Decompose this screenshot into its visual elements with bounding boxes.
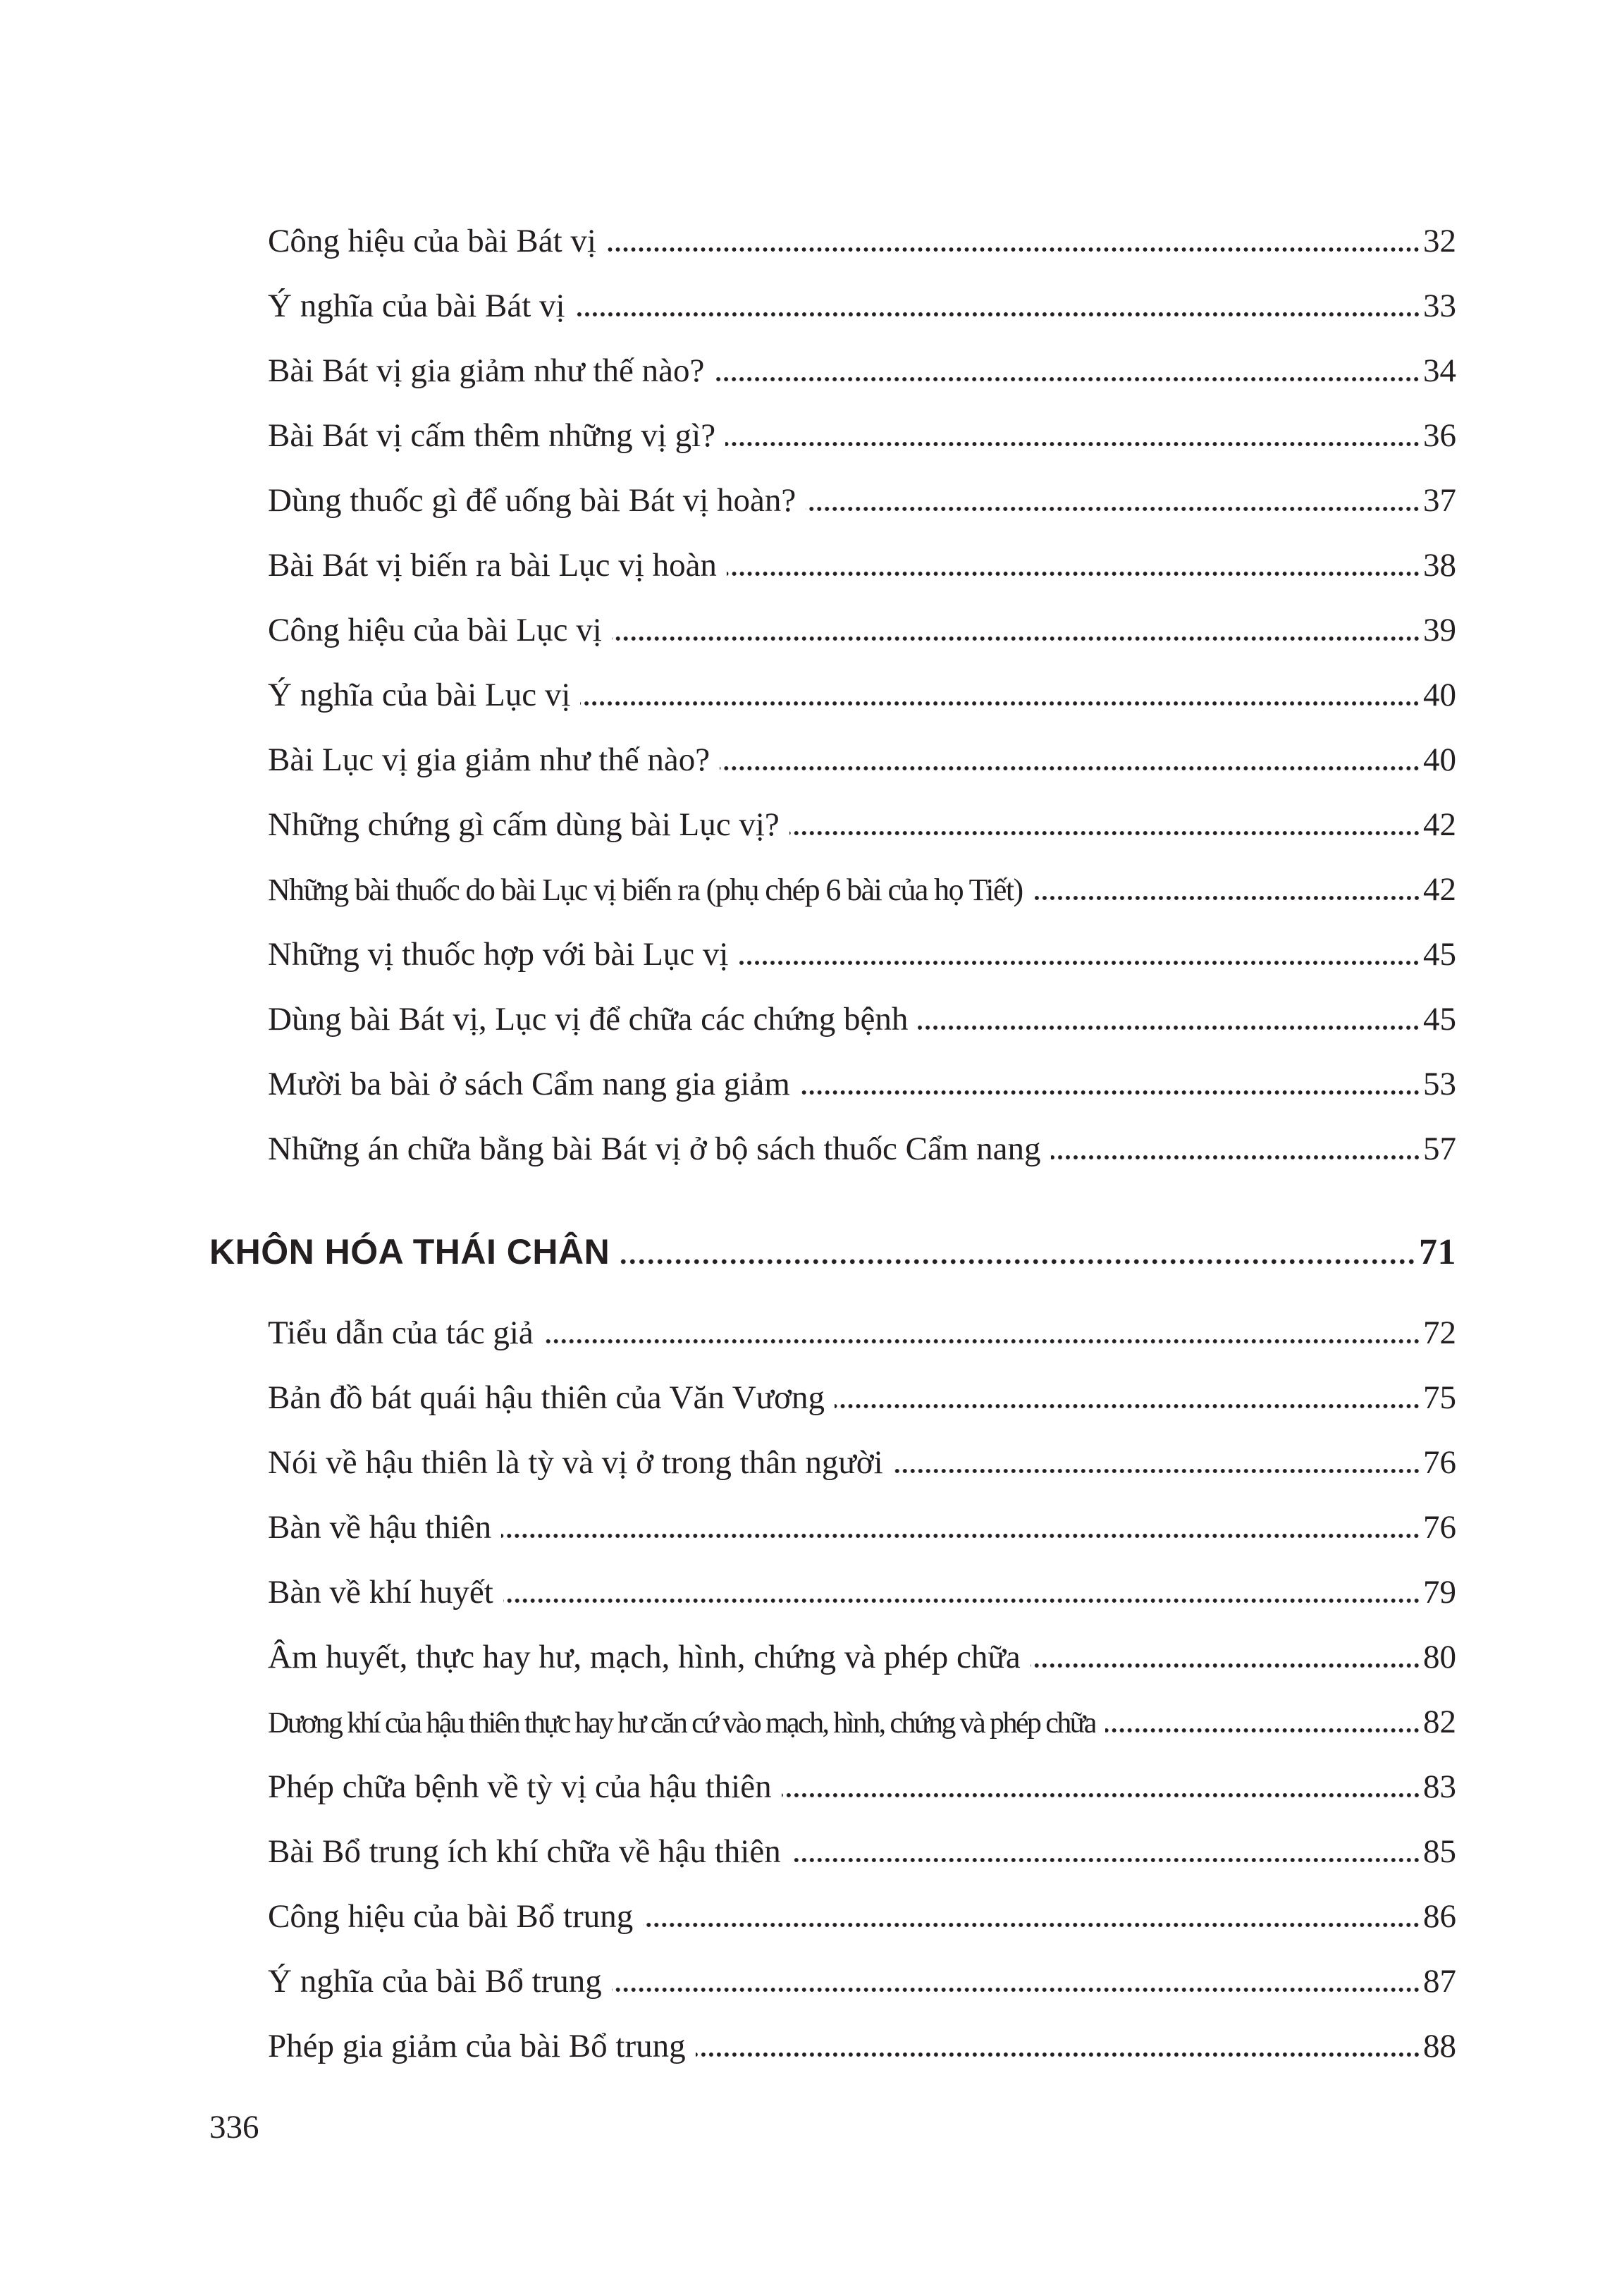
- toc-entry-title: Dùng bài Bát vị, Lục vị để chữa các chứng bệnh: [268, 1001, 909, 1038]
- dot-leader: [789, 830, 1420, 837]
- toc-entry[interactable]: [268, 1819, 1456, 1884]
- toc-entry[interactable]: [268, 857, 1456, 922]
- toc-entry-page: 72: [1423, 1315, 1456, 1351]
- dot-leader: [893, 1467, 1420, 1475]
- toc-entry-title: Mười ba bài ở sách Cẩm nang gia giảm: [268, 1066, 790, 1102]
- dot-leader: [725, 441, 1420, 448]
- toc-entry[interactable]: [268, 1300, 1456, 1365]
- toc-entry-page: 39: [1423, 612, 1456, 648]
- dot-leader: [1105, 1727, 1420, 1734]
- dot-leader: [501, 1532, 1420, 1539]
- dot-leader: [1033, 894, 1420, 901]
- dot-leader: [782, 1792, 1420, 1799]
- toc-entry-page: 76: [1423, 1509, 1456, 1546]
- toc-entry[interactable]: [268, 727, 1456, 792]
- toc-entry-title: Công hiệu của bài Bát vị: [268, 223, 596, 259]
- dot-leader: [612, 635, 1420, 642]
- toc-entry-page: 88: [1423, 2028, 1456, 2064]
- toc-entry-title: Ý nghĩa của bài Bổ trung: [268, 1963, 602, 2000]
- toc-entry[interactable]: [268, 1052, 1456, 1116]
- dot-leader: [606, 246, 1420, 253]
- toc-entry[interactable]: [268, 2014, 1456, 2079]
- toc-entry-page: 57: [1423, 1131, 1456, 1167]
- toc-entry-title: Ý nghĩa của bài Bát vị: [268, 288, 565, 324]
- dot-leader: [714, 376, 1420, 383]
- toc-entry[interactable]: [268, 1495, 1456, 1560]
- toc-entry[interactable]: [268, 1754, 1456, 1819]
- toc-entry-page: 79: [1423, 1574, 1456, 1611]
- dot-leader: [800, 1089, 1420, 1096]
- toc-entry-title: Tiểu dẫn của tác giả: [268, 1315, 534, 1351]
- toc-entry[interactable]: [268, 273, 1456, 338]
- toc-entry-page: 34: [1423, 352, 1456, 389]
- toc-entry-title: Công hiệu của bài Lục vị: [268, 612, 602, 648]
- toc-entry[interactable]: [268, 1949, 1456, 2014]
- toc-entry[interactable]: [268, 1430, 1456, 1495]
- toc-entry[interactable]: [268, 1116, 1456, 1181]
- toc-entry-page: 36: [1423, 417, 1456, 454]
- dot-leader: [696, 2051, 1420, 2058]
- toc-entry[interactable]: [268, 468, 1456, 533]
- toc-entry-title: Dùng thuốc gì để uống bài Bát vị hoàn?: [268, 482, 796, 519]
- dot-leader: [543, 1338, 1420, 1345]
- toc-entry[interactable]: [268, 792, 1456, 857]
- toc-entry-title: Những án chữa bằng bài Bát vị ở bộ sách thuốc Cẩm nang: [268, 1131, 1041, 1167]
- toc-entry-title: Phép chữa bệnh về tỳ vị của hậu thiên: [268, 1768, 772, 1805]
- toc-entry-page: 37: [1423, 482, 1456, 519]
- toc-entry-page: 87: [1423, 1963, 1456, 2000]
- dot-leader: [738, 959, 1420, 966]
- toc-entry-page: 85: [1423, 1833, 1456, 1870]
- dot-leader: [727, 570, 1420, 577]
- toc-upper-block: [268, 209, 1456, 1181]
- dot-leader: [618, 1258, 1416, 1265]
- toc-entry-page: 42: [1423, 806, 1456, 843]
- toc-entry[interactable]: [268, 598, 1456, 663]
- toc-entry-title: Những chứng gì cấm dùng bài Lục vị?: [268, 806, 780, 843]
- dot-leader: [643, 1921, 1420, 1928]
- section-page: 71: [1419, 1232, 1456, 1272]
- toc-entry[interactable]: [268, 209, 1456, 273]
- section-title: KHÔN HÓA THÁI CHÂN: [209, 1232, 610, 1272]
- toc-entry-page: 76: [1423, 1444, 1456, 1481]
- toc-entry[interactable]: [268, 987, 1456, 1052]
- toc-entry[interactable]: [268, 1365, 1456, 1430]
- toc-entry-page: 83: [1423, 1768, 1456, 1805]
- toc-entry[interactable]: [268, 533, 1456, 598]
- toc-entry-page: 40: [1423, 741, 1456, 778]
- toc-entry-title: Bài Bát vị biến ra bài Lục vị hoàn: [268, 547, 717, 584]
- page-number: 336: [209, 2109, 259, 2146]
- toc-entry-page: 86: [1423, 1898, 1456, 1935]
- toc-entry[interactable]: [268, 663, 1456, 727]
- dot-leader: [612, 1986, 1420, 1993]
- toc-entry-title: Bàn về khí huyết: [268, 1574, 493, 1611]
- dot-leader: [806, 505, 1420, 512]
- toc-entry[interactable]: [268, 1625, 1456, 1689]
- toc-entry-title: Những vị thuốc hợp với bài Lục vị: [268, 936, 729, 973]
- toc-entry[interactable]: [268, 922, 1456, 987]
- toc-entry-title: Công hiệu của bài Bổ trung: [268, 1898, 634, 1935]
- toc-section-heading[interactable]: [209, 1219, 1456, 1284]
- toc-entry-title: Bản đồ bát quái hậu thiên của Văn Vương: [268, 1379, 825, 1416]
- toc-entry-title: Bài Bát vị cấm thêm những vị gì?: [268, 417, 716, 454]
- toc-entry-page: 32: [1423, 223, 1456, 259]
- dot-leader: [918, 1024, 1420, 1031]
- toc-entry-title: Bài Lục vị gia giảm như thế nào?: [268, 741, 710, 778]
- toc-entry-title: Dương khí của hậu thiên thực hay hư căn cứ vào mạch, hình, chứng và phép chữa: [268, 1707, 1095, 1740]
- toc-entry-page: 53: [1423, 1066, 1456, 1102]
- toc-entry[interactable]: [268, 1560, 1456, 1625]
- toc-entry-page: 45: [1423, 936, 1456, 973]
- toc-entry-page: 75: [1423, 1379, 1456, 1416]
- toc-entry[interactable]: [268, 1884, 1456, 1949]
- toc-entry-title: Những bài thuốc do bài Lục vị biến ra (phụ chép 6 bài của họ Tiết): [268, 873, 1023, 907]
- toc-entry-page: 40: [1423, 677, 1456, 713]
- dot-leader: [835, 1403, 1420, 1410]
- toc-entry-page: 45: [1423, 1001, 1456, 1038]
- toc-lower-block: [268, 1300, 1456, 2079]
- dot-leader: [1051, 1154, 1421, 1161]
- toc-entry[interactable]: [268, 1689, 1456, 1754]
- toc-entry-page: 38: [1423, 547, 1456, 584]
- dot-leader: [580, 700, 1420, 707]
- toc-entry-page: 82: [1423, 1704, 1456, 1740]
- toc-entry[interactable]: [268, 338, 1456, 403]
- toc-entry-page: 33: [1423, 288, 1456, 324]
- toc-entry-title: Phép gia giảm của bài Bổ trung: [268, 2028, 686, 2064]
- dot-leader: [1031, 1662, 1420, 1669]
- toc-entry-title: Nói về hậu thiên là tỳ và vị ở trong thân người: [268, 1444, 883, 1481]
- toc-entry-title: Bàn về hậu thiên: [268, 1509, 492, 1546]
- toc-entry-title: Bài Bát vị gia giảm như thế nào?: [268, 352, 705, 389]
- dot-leader: [720, 765, 1420, 772]
- dot-leader: [575, 311, 1420, 318]
- toc-entry-title: Âm huyết, thực hay hư, mạch, hình, chứng và phép chữa: [268, 1639, 1021, 1675]
- toc-entry[interactable]: [268, 403, 1456, 468]
- toc-entry-page: 80: [1423, 1639, 1456, 1675]
- dot-leader: [503, 1597, 1420, 1604]
- dot-leader: [791, 1857, 1420, 1864]
- toc-entry-title: Ý nghĩa của bài Lục vị: [268, 677, 571, 713]
- toc-entry-page: 42: [1423, 871, 1456, 908]
- toc-entry-title: Bài Bổ trung ích khí chữa về hậu thiên: [268, 1833, 781, 1870]
